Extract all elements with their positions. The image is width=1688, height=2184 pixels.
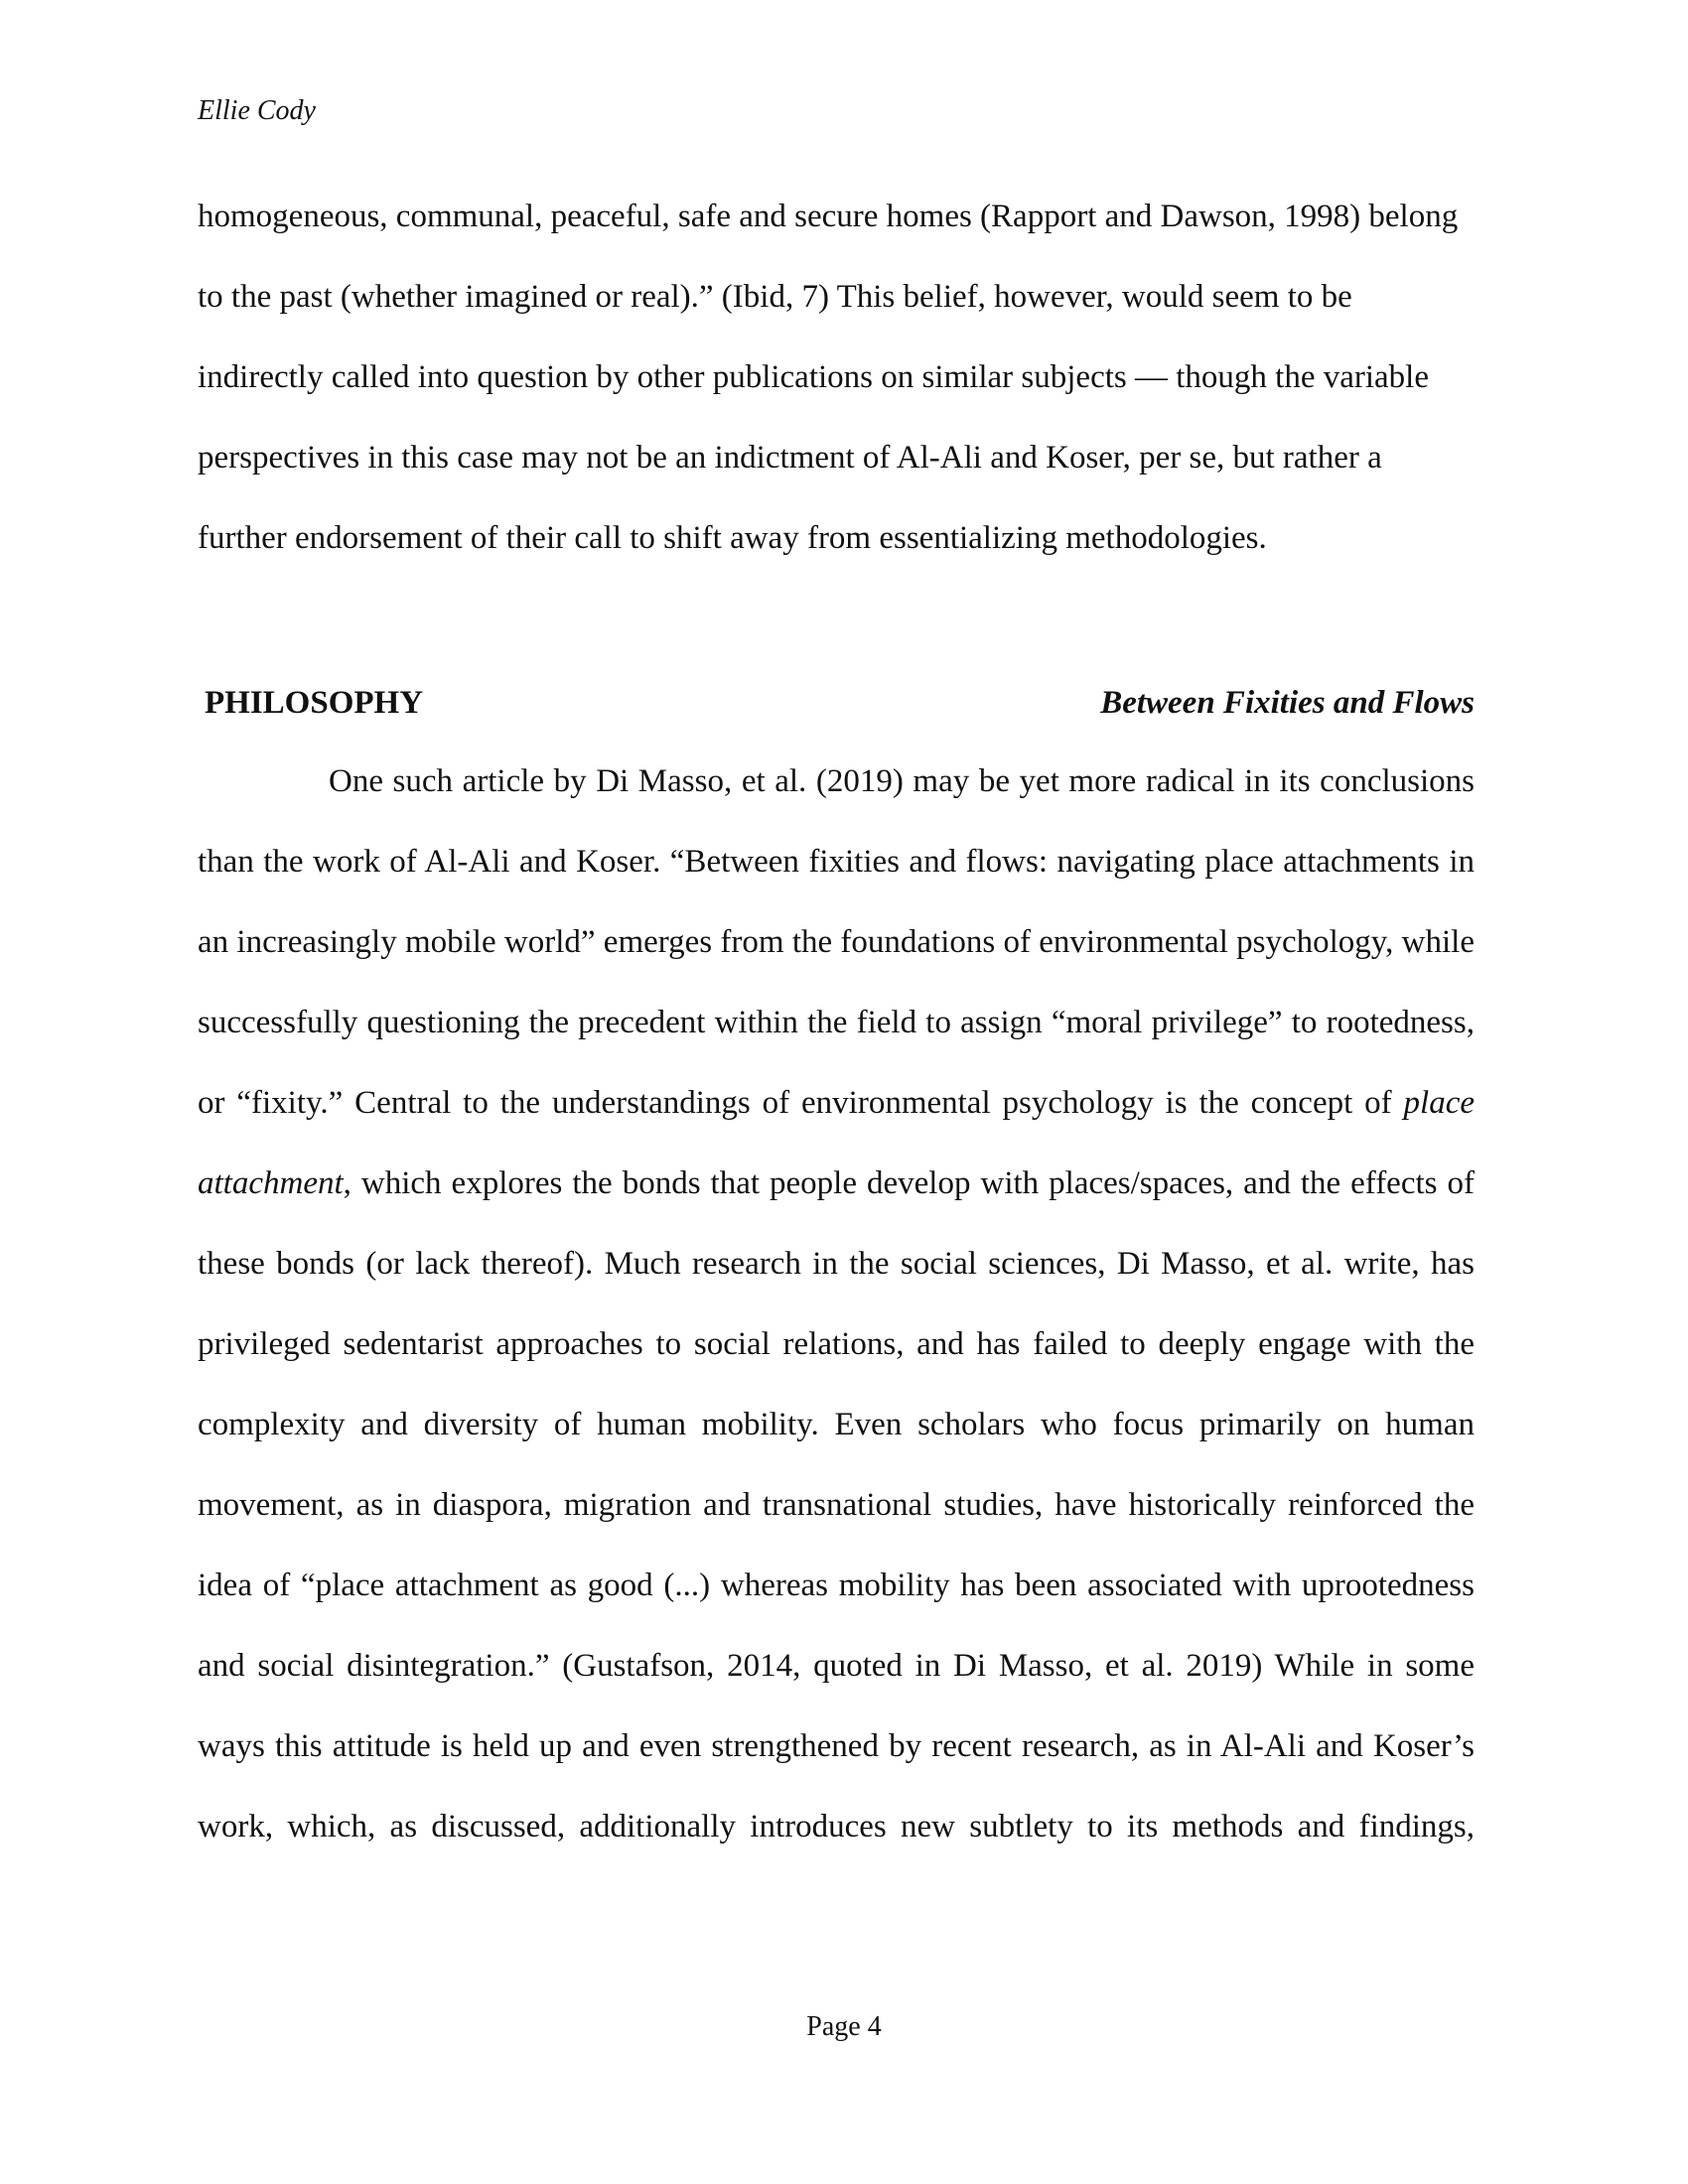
- text-line: [198, 1063, 1475, 1144]
- text-segment: perspectives in this case may not be an indictment of Al-Ali and Koser, per se, but rather a: [198, 440, 1382, 476]
- text-line: [198, 1304, 1475, 1385]
- text-line: [198, 177, 1475, 257]
- text-segment: and social disintegration.” (Gustafson, 2014, quoted in Di Masso, et al. 2019) While in some: [198, 1648, 1475, 1684]
- text-segment: movement, as in diaspora, migration and transnational studies, have historically reinforced the: [198, 1487, 1475, 1523]
- text-segment: homogeneous, communal, peaceful, safe and secure homes (Rapport and Dawson, 1998) belong: [198, 199, 1459, 234]
- text-line: [198, 902, 1475, 983]
- text-line: [198, 1787, 1475, 1867]
- text-segment: work, which, as discussed, additionally introduces new subtlety to its methods and findings,: [198, 1809, 1475, 1844]
- italic-term: place: [1403, 1085, 1475, 1121]
- text-segment: indirectly called into question by other publications on similar subjects — though the variable: [198, 359, 1429, 395]
- text-line: [198, 1706, 1475, 1787]
- text-segment: One such article by Di Masso, et al. (2019) may be yet more radical in its conclusions: [329, 763, 1475, 799]
- paragraph-body: [198, 742, 1475, 1867]
- section-title: Between Fixities and Flows: [1100, 685, 1475, 721]
- text-line: [198, 257, 1475, 338]
- section-label: PHILOSOPHY: [205, 685, 424, 721]
- text-segment: complexity and diversity of human mobility. Even scholars who focus primarily on human: [198, 1407, 1475, 1442]
- text-line: [198, 1546, 1475, 1626]
- text-segment: privileged sedentarist approaches to social relations, and has failed to deeply engage with the: [198, 1326, 1475, 1362]
- text-line: [198, 742, 1475, 822]
- running-header-author: Ellie Cody: [198, 95, 316, 126]
- text-line: [198, 1626, 1475, 1706]
- text-segment: further endorsement of their call to shift away from essentializing methodologies.: [198, 520, 1267, 556]
- text-line: [198, 1465, 1475, 1546]
- text-segment: idea of “place attachment as good (...) whereas mobility has been associated with uprootedness: [198, 1568, 1475, 1603]
- text-line: [198, 418, 1475, 498]
- text-line: [198, 1224, 1475, 1304]
- section-heading: [198, 681, 1475, 725]
- text-segment: successfully questioning the precedent within the field to assign “moral privilege” to rootedness,: [198, 1005, 1475, 1040]
- text-segment: to the past (whether imagined or real).” (Ibid, 7) This belief, however, would seem to be: [198, 279, 1352, 315]
- text-segment: , which explores the bonds that people develop with places/spaces, and the effects of: [343, 1165, 1475, 1201]
- text-segment: an increasingly mobile world” emerges from the foundations of environmental psychology, while: [198, 924, 1475, 960]
- page-number: Page 4: [806, 2011, 882, 2042]
- text-line: [198, 1144, 1475, 1224]
- text-line: [198, 498, 1475, 579]
- text-segment: than the work of Al-Ali and Koser. “Between fixities and flows: navigating place attachments in: [198, 844, 1475, 880]
- text-segment: ways this attitude is held up and even strengthened by recent research, as in Al-Ali and Koser’s: [198, 1728, 1475, 1764]
- text-segment: or “fixity.” Central to the understandings of environmental psychology is the concept of: [198, 1085, 1404, 1121]
- text-segment: these bonds (or lack thereof). Much research in the social sciences, Di Masso, et al. write, has: [198, 1246, 1475, 1282]
- italic-term: attachment: [198, 1165, 344, 1201]
- text-line: [198, 983, 1475, 1063]
- paragraph-continuation: [198, 177, 1475, 579]
- text-line: [198, 822, 1475, 902]
- text-line: [198, 338, 1475, 418]
- text-line: [198, 1385, 1475, 1465]
